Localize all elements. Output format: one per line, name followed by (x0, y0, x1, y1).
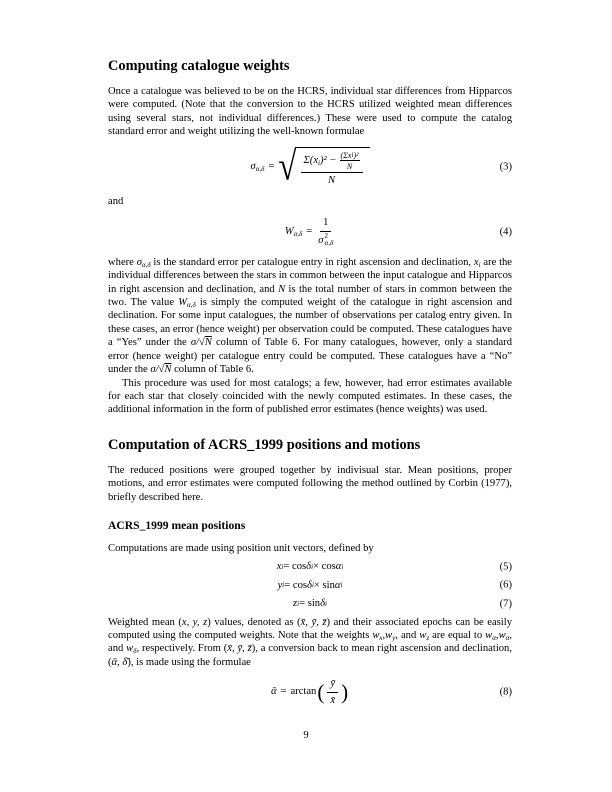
equals-sign: = (280, 686, 287, 698)
equation-number: (3) (499, 161, 512, 173)
fraction-denominator: x̄ (330, 694, 336, 706)
fraction-numerator: ȳ (327, 677, 338, 692)
fraction-numerator: 1 (320, 216, 331, 231)
text-run: y (392, 633, 396, 642)
math-weight-lhs (285, 225, 303, 238)
inner-fraction-denominator: N (346, 161, 353, 171)
text-run: i (478, 260, 481, 269)
page-content (108, 58, 512, 715)
text-run: √ (199, 337, 205, 349)
text-run: x (276, 561, 282, 573)
text-run: ) and their associated epochs can be easily computed using the computed weights. Note that the weights (108, 616, 512, 641)
equation-number: (4) (499, 226, 512, 238)
text-run: x (379, 633, 383, 642)
inner-num-close: )² (353, 150, 359, 160)
text-run: is the total number of stars in common between the two. The value (108, 283, 512, 309)
superscript-2: 2 (324, 231, 329, 240)
text-run: , respectively. From ( (136, 643, 228, 655)
equation-number: (5) (499, 561, 512, 573)
square-root (278, 144, 369, 190)
subsection-heading-acrs-1999-mean-positions: ACRS_1999 mean positions (108, 518, 246, 532)
math-weight-subscript: α,δ (293, 230, 303, 239)
numerator-sub: i (318, 158, 320, 167)
text-run: × cos (313, 561, 336, 573)
text-run: y (277, 579, 283, 591)
text-run: = cos (283, 561, 307, 573)
text-run: w (485, 629, 493, 641)
equation-5-expression: x i = cos δ i × cos α i (276, 561, 344, 573)
text-run: , (495, 629, 499, 641)
text-run: , and (395, 629, 420, 641)
paragraph-procedure-note: This procedure was used for most catalogs; a few, however, had error estimates available for each star that closely coincided with the newly computed estimates. In these cases, the additional information in the form of published error estimates (hence weights) was used. (108, 377, 512, 416)
equation-3-expression (250, 144, 369, 190)
paragraph-weights-explanation (108, 256, 512, 377)
text-run: α (492, 633, 496, 642)
equation-3 (108, 144, 512, 190)
equation-8 (108, 677, 512, 707)
equals-sign: = (268, 161, 275, 173)
equals-sign: = (306, 226, 313, 238)
text-run: column of Table 6. (171, 364, 254, 376)
text-run: W (178, 297, 188, 309)
text-run: ), is made using the formulae (127, 656, 251, 668)
text-run: x̄, ȳ, z̄ (300, 616, 327, 628)
equation-5 (108, 560, 512, 573)
text-run: w (126, 643, 134, 655)
math-weight: W (284, 226, 294, 238)
text-run: ) values, denoted as ( (207, 616, 301, 628)
text-run: α (334, 579, 341, 591)
text-run: δ (307, 579, 312, 591)
text-run: z (293, 598, 298, 610)
text-run: = sin (299, 598, 321, 610)
equation-number: (7) (499, 598, 512, 610)
text-run: w (419, 629, 427, 641)
text-run: δ (320, 598, 326, 610)
text-run: σ/ (190, 337, 199, 349)
section-heading-computation-acrs-1999: Computation of ACRS_1999 positions and motions (108, 436, 421, 453)
text-run: √ (158, 364, 165, 376)
text-run: σ (136, 256, 142, 268)
numerator-term (304, 154, 337, 167)
text-run: N (164, 364, 172, 376)
text-run: , (382, 629, 386, 641)
numerator-close: )² − (320, 154, 337, 166)
text-run: where (108, 256, 137, 268)
math-alpha-bar: ᾱ (270, 686, 277, 698)
text-run: z (426, 633, 430, 642)
equation-number: (8) (499, 686, 512, 698)
numerator-text: Σ(x (303, 154, 319, 166)
fraction-denominator (318, 232, 333, 248)
text-run: ), a conversion back to mean right ascension and declination, ( (108, 643, 513, 668)
text-run: α (335, 561, 342, 573)
text-run: N (204, 337, 212, 349)
section-heading-computing-catalogue-weights: Computing catalogue weights (108, 58, 290, 74)
text-run: Weighted mean ( (108, 616, 182, 628)
paragraph-catalogue-weights-intro: Once a catalogue was believed to be on the HCRS, individual star differences from Hipparcos were computed. (Note that the conversion to the HCRS utilized weighted mean differences using several stars, not individual differences.) These were used to compute the catalog standard error and weight utilizing the well-known formulae (108, 86, 512, 138)
text-run: ᾱ, δ̄ (111, 656, 128, 668)
text-run: α,δ (141, 260, 151, 269)
text-run: x, y, z (181, 616, 208, 628)
square-root-body (295, 147, 370, 187)
text-run: = cos (284, 579, 307, 591)
equation-6 (108, 579, 512, 592)
inner-num-text: (Σx (340, 150, 352, 160)
fraction-numerator (301, 151, 363, 173)
text-run: x (473, 256, 479, 268)
equation-6-expression: y i = cos δ i × sin α i (277, 579, 343, 591)
text-run: , and (108, 629, 512, 655)
fraction (301, 151, 363, 187)
text-run: δ (306, 561, 312, 573)
math-sigma-subscript: α,δ (255, 165, 265, 174)
equation-number: (6) (499, 579, 512, 591)
text-run: α (505, 633, 510, 642)
paragraph-reduced-positions: The reduced positions were grouped together by indivisual star. Mean positions, proper motions, and error estimates were computed following the method outlined by Corbin (1977), briefly described here. (108, 464, 512, 503)
equation-7-expression: z i = sin δ i (293, 598, 327, 610)
text-run: is simply the computed weight of the catalogue in right ascension and declination. For some input catalogues, the number of observations per catalog entry given. In these cases, an error (hence weight) per observation could be computed. These catalogues have a “Yes” under the (108, 297, 512, 349)
equation-7 (108, 597, 512, 610)
arctan-function: arctan (290, 686, 317, 698)
fraction (318, 216, 333, 247)
paragraph-unit-vectors: Computations are made using position unit vectors, defined by (108, 542, 374, 554)
text-run: α,δ (187, 301, 196, 310)
equation-8-expression: ᾱ = arctan ( $\frac{ȳ}{x̄}$ ) (270, 678, 349, 706)
text-run: w (498, 629, 506, 641)
fraction (327, 677, 338, 707)
text-run: σ/ (150, 364, 159, 376)
text-run: N (278, 283, 286, 295)
text-run: δ (133, 647, 137, 656)
math-sigma: σ (318, 234, 324, 246)
text-run: are the individual differences between the stars in common between the input catalogue and Hipparcos in right ascension and declination, and (108, 256, 513, 295)
text-run: are equal to (429, 629, 486, 641)
text-run: column of Table 6. For many catalogues, however, only a standard error (hence weight) per catalogue entry could be computed. These catalogues have a “No” under the (108, 337, 513, 376)
sup-sub-stack (325, 233, 334, 248)
inner-fraction (340, 151, 360, 171)
text-run: × sin (313, 579, 335, 591)
text-run: w (385, 629, 393, 641)
page-number: 9 (303, 730, 309, 741)
connector-and: and (108, 196, 124, 208)
math-sigma-lhs (250, 160, 264, 173)
subscript-alpha-delta: α,δ (324, 239, 334, 248)
text-run: w (372, 629, 380, 641)
text-run: is the standard error per catalogue entry in right ascension and declination, (150, 256, 474, 268)
radical-sign-icon: √ (278, 144, 297, 190)
equation-4 (108, 216, 512, 247)
equation-4-expression (285, 216, 335, 247)
paragraph-weighted-mean (108, 616, 512, 670)
inner-fraction-numerator: (Σx i )² (340, 150, 359, 160)
fraction-denominator: N (327, 174, 336, 186)
text-run: x̄, ȳ, z̄ (227, 643, 252, 655)
math-sigma: σ (250, 161, 256, 173)
